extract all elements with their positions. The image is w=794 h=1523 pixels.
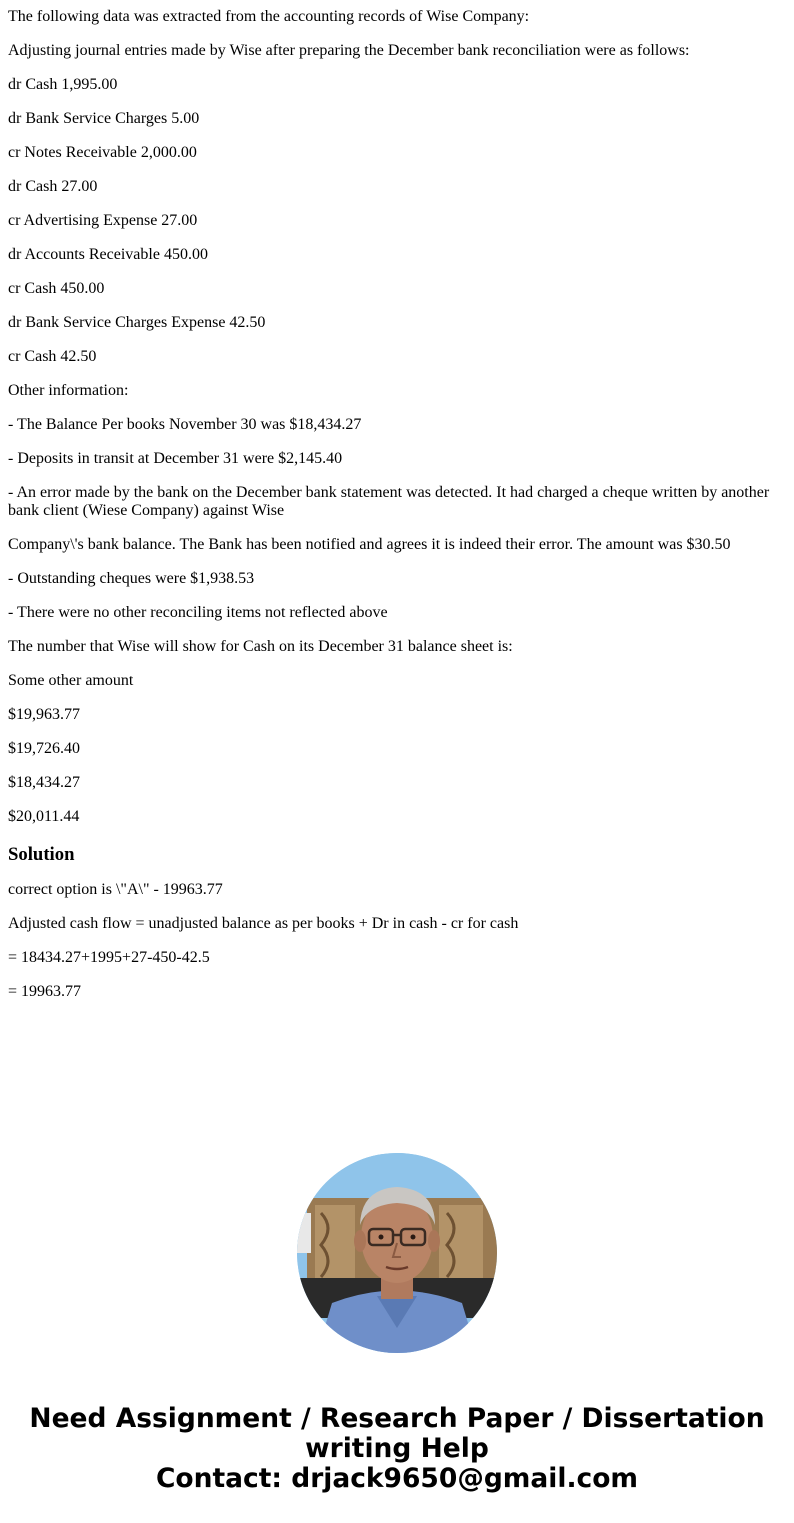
journal-entry: cr Notes Receivable 2,000.00 [8, 144, 197, 161]
other-info-item: - There were no other reconciling items not reflected above [8, 604, 388, 621]
solution-line: Adjusted cash flow = unadjusted balance as per books + Dr in cash - cr for cash [8, 915, 519, 932]
answer-option: $19,726.40 [8, 740, 80, 757]
help-promo-text: Need Assignment / Research Paper / Dissertation writing Help [29, 1403, 765, 1464]
other-info-item: Company\'s bank balance. The Bank has been notified and agrees it is indeed their error. The amount was $30.50 [8, 536, 731, 553]
answer-option: Some other amount [8, 672, 134, 689]
journal-entry: cr Advertising Expense 27.00 [8, 212, 198, 229]
journal-entry: dr Bank Service Charges Expense 42.50 [8, 314, 266, 331]
other-info-item: - An error made by the bank on the December bank statement was detected. It had charged a cheque written by another bank client (Wiese Company) against Wise [8, 484, 770, 519]
question-prompt: The number that Wise will show for Cash on its December 31 balance sheet is: [8, 638, 513, 655]
other-info-item: - Outstanding cheques were $1,938.53 [8, 570, 255, 587]
journal-entry: cr Cash 450.00 [8, 280, 105, 297]
contact-email-text: Contact: drjack9650@gmail.com [155, 1463, 639, 1494]
solution-line: = 18434.27+1995+27-450-42.5 [8, 949, 210, 966]
intro-text: The following data was extracted from the accounting records of Wise Company: [8, 8, 530, 25]
journal-entry: dr Bank Service Charges 5.00 [8, 110, 200, 127]
other-info-item: - Deposits in transit at December 31 were $2,145.40 [8, 450, 343, 467]
other-info-label: Other information: [8, 382, 129, 399]
journal-entry: dr Cash 27.00 [8, 178, 98, 195]
other-info-item: - The Balance Per books November 30 was $18,434.27 [8, 416, 362, 433]
solution-line: = 19963.77 [8, 983, 82, 1000]
entries-intro-text: Adjusting journal entries made by Wise after preparing the December bank reconciliation were as follows: [8, 42, 690, 59]
contact-banner [0, 1404, 794, 1494]
solution-heading: Solution [8, 844, 75, 865]
solution-line: correct option is \"A\" - 19963.77 [8, 881, 223, 898]
journal-entry: dr Accounts Receivable 450.00 [8, 246, 208, 263]
answer-option: $20,011.44 [8, 808, 80, 825]
avatar-portrait-image [297, 1153, 497, 1353]
document-body [8, 0, 786, 1017]
journal-entry: dr Cash 1,995.00 [8, 76, 118, 93]
answer-option: $18,434.27 [8, 774, 80, 791]
answer-option: $19,963.77 [8, 706, 80, 723]
author-avatar [297, 1153, 497, 1353]
journal-entry: cr Cash 42.50 [8, 348, 97, 365]
